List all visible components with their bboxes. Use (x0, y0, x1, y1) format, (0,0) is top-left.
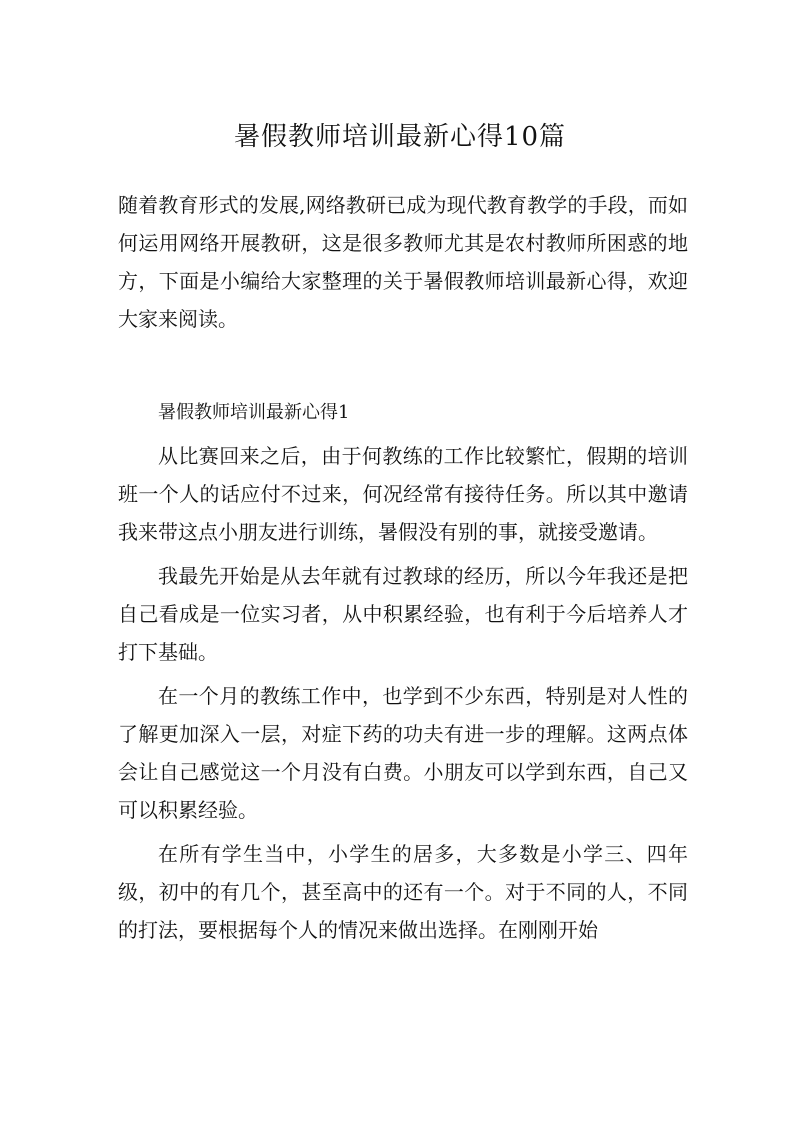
section-heading: 暑假教师培训最新心得1 (158, 402, 350, 423)
body-paragraph: 我最先开始是从去年就有过教球的经历，所以今年我还是把自己看成是一位实习者，从中积累经验，也有利于今后培养人才打下基础。 (118, 564, 688, 664)
body-text (118, 437, 688, 955)
page-title: 暑假教师培训最新心得10篇 (233, 122, 567, 153)
body-paragraph: 在一个月的教练工作中，也学到不少东西，特别是对人性的了解更加深入一层，对症下药的功夫有进一步的理解。这两点体会让自己感觉这一个月没有白费。小朋友可以学到东西，自己又可以积累经验。 (118, 684, 688, 822)
intro-paragraph: 随着教育形式的发展,网络教研已成为现代教育教学的手段，而如何运用网络开展教研，这是很多教师尤其是农村教师所困惑的地方，下面是小编给大家整理的关于暑假教师培训最新心得，欢迎大家来阅读。 (118, 193, 688, 331)
body-paragraph: 从比赛回来之后，由于何教练的工作比较繁忙，假期的培训班一个人的话应付不过来，何况经常有接待任务。所以其中邀请我来带这点小朋友进行训练，暑假没有别的事，就接受邀请。 (118, 444, 688, 544)
body-paragraph: 在所有学生当中，小学生的居多，大多数是小学三、四年级，初中的有几个，甚至高中的还有一个。对于不同的人，不同的打法，要根据每个人的情况来做出选择。在刚刚开始 (118, 842, 688, 942)
